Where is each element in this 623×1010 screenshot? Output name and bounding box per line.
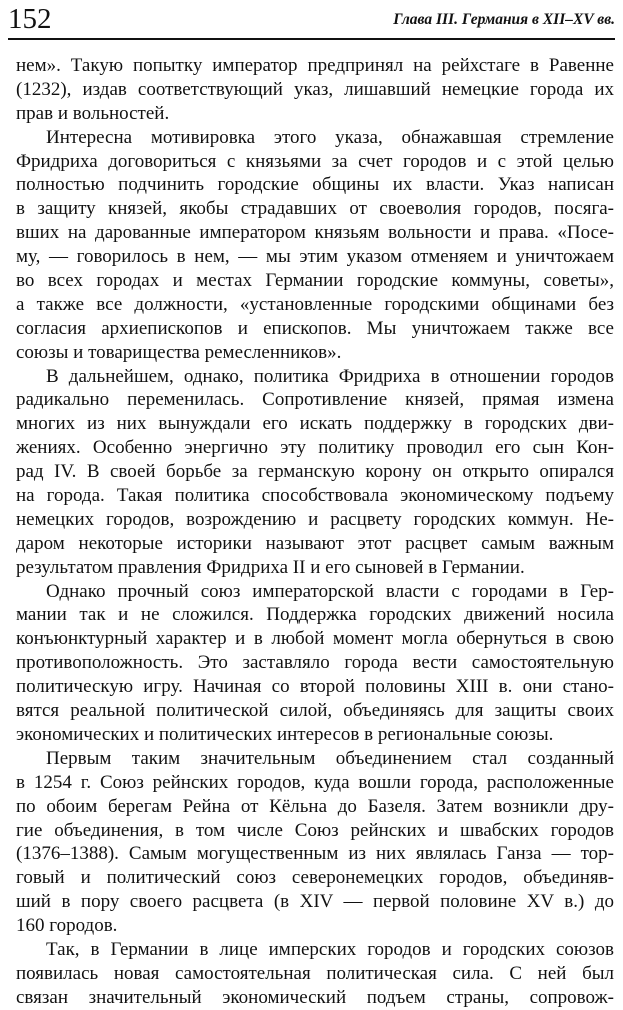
- text-line: а также все должности, «установленные городскими общинами без: [16, 293, 614, 315]
- page-number: 152: [8, 3, 52, 35]
- text-line: радикально переменилась. Сопротивление князей, прямая измена: [16, 389, 614, 411]
- text-line: (1232), издав соответствующий указ, лишавший немецкие города их: [16, 78, 614, 100]
- text-line: говый и политический союз северонемецких городов, объединяв-: [16, 867, 614, 889]
- text-line: даром некоторые историки называют этот расцвет самым важным: [16, 532, 614, 554]
- text-line: во всех городах и местах Германии городские коммуны, советы»,: [16, 270, 614, 292]
- text-line: многих из них вынуждали его искать поддержку в городских дви-: [16, 413, 614, 435]
- text-line: Однако прочный союз императорской власти с городами в Гер-: [46, 580, 614, 602]
- body-text: [16, 54, 614, 1010]
- text-line: по обоим берегам Рейна от Кёльна до Базеля. Затем возникли дру-: [16, 795, 614, 817]
- text-line: Фридриха договориться с князьями за счет городов и с этой целью: [16, 150, 614, 172]
- text-line: появилась новая самостоятельная политическая сила. С ней был: [16, 962, 614, 984]
- text-line: связан значительный экономический подъем страны, сопровож-: [16, 986, 614, 1008]
- running-title: Глава III. Германия в XII–XV вв.: [393, 11, 615, 28]
- text-line: Интересна мотивировка этого указа, обнажавшая стремление: [46, 126, 614, 148]
- text-line: политическую игру. Начиная со второй половины XIII в. они стано-: [16, 676, 614, 698]
- text-line: вших на дарованные императором князьям вольности и права. «Посе-: [16, 222, 614, 244]
- text-line: (1376–1388). Самым могущественным из них являлась Ганза — тор-: [16, 843, 614, 865]
- text-line: противоположность. Это заставляло города вести самостоятельную: [16, 652, 614, 674]
- text-line: результатом правления Фридриха II и его сыновей в Германии.: [16, 556, 525, 578]
- text-line: на города. Такая политика способствовала экономическому подъему: [16, 485, 614, 507]
- text-line: прав и вольностей.: [16, 102, 170, 124]
- header-rule: [8, 38, 615, 40]
- text-line: му, — говорилось в нем, — мы этим указом отменяем и уничтожаем: [16, 246, 614, 268]
- text-line: рад IV. В своей борьбе за германскую корону он открыто опирался: [16, 461, 614, 483]
- text-line: Первым таким значительным объединением стал созданный: [46, 747, 614, 769]
- text-line: союзы и товарищества ремесленников».: [16, 341, 342, 363]
- text-line: Так, в Германии в лице имперских городов и городских союзов: [46, 938, 614, 960]
- text-line: гие объединения, в том числе Союз рейнских и швабских городов: [16, 819, 614, 841]
- text-line: в 1254 г. Союз рейнских городов, куда вошли города, расположенные: [16, 771, 614, 793]
- text-line: 160 городов.: [16, 915, 118, 937]
- text-line: нем». Такую попытку император предпринял на рейхстаге в Равенне: [16, 55, 614, 76]
- text-line: согласия архиепископов и епископов. Мы уничтожаем также все: [16, 317, 614, 339]
- text-line: в защиту князей, якобы страдавших от своеволия городов, посяга-: [16, 198, 614, 220]
- text-line: В дальнейшем, однако, политика Фридриха в отношении городов: [46, 365, 614, 387]
- text-line: вятся реальной политической силой, объединяясь для защиты своих: [16, 700, 614, 722]
- text-line: конъюнктурный характер и в любой момент могла обернуться в свою: [16, 628, 614, 650]
- text-line: ший в пору своего расцвета (в XIV — первой половине XV в.) до: [16, 891, 614, 913]
- text-line: полностью подчинить городские общины их власти. Указ написан: [16, 174, 614, 196]
- text-line: немецких городов, возрождению и расцвету городских коммун. Не-: [16, 508, 614, 530]
- text-line: экономических и политических интересов в региональные союзы.: [16, 723, 554, 745]
- page-header: [8, 2, 615, 36]
- text-line: мании так и не сложился. Поддержка городских движений носила: [16, 604, 614, 626]
- text-line: жениях. Особенно энергично эту политику проводил его сын Кон-: [16, 437, 614, 459]
